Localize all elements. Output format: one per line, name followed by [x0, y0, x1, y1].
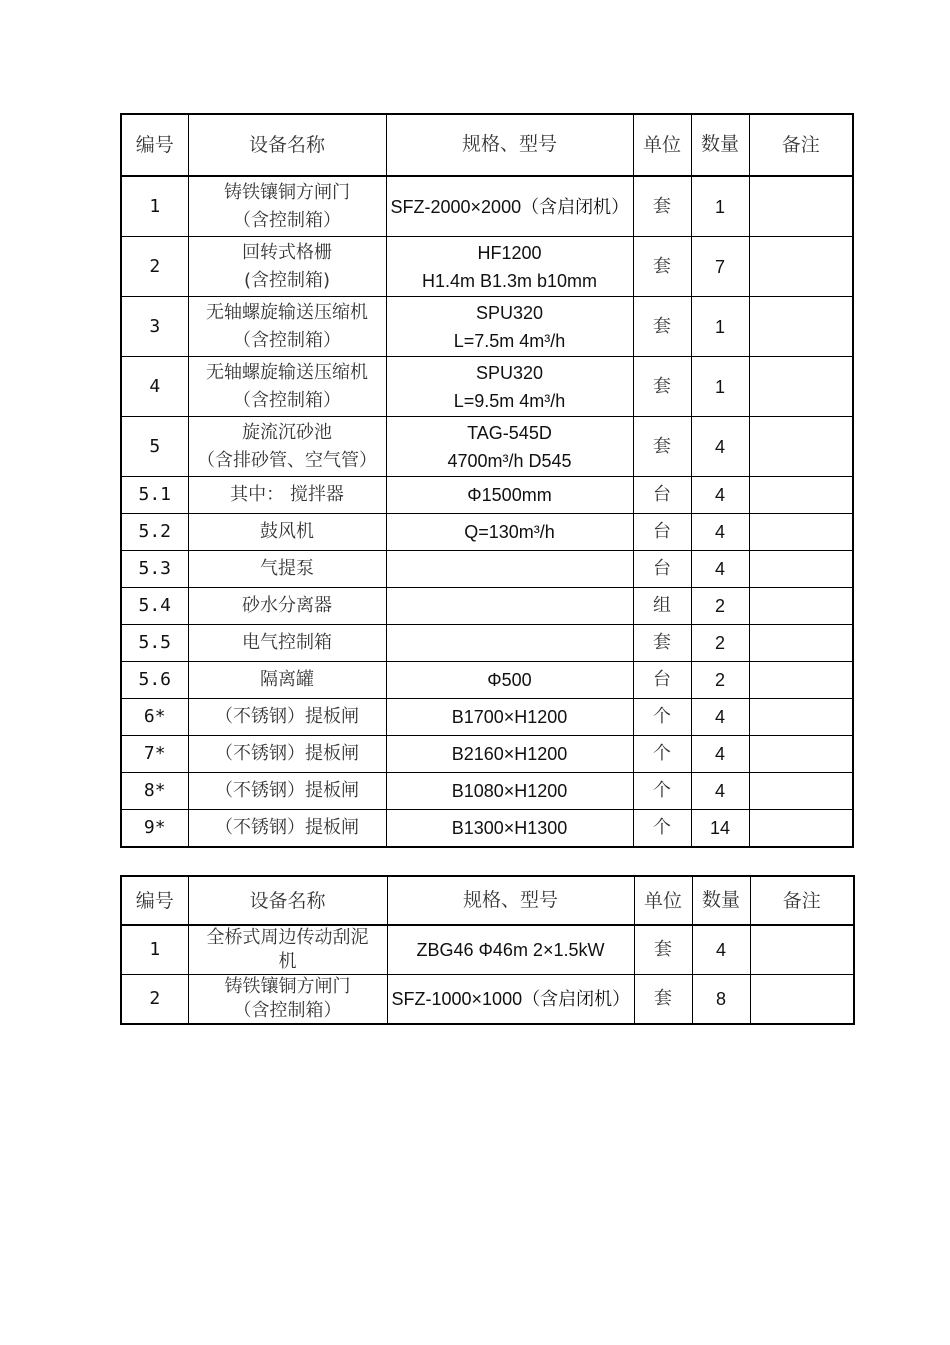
- cell-name: （不锈钢）提板闸: [188, 810, 386, 848]
- header-spec: 规格、型号: [386, 114, 633, 176]
- cell-name: 回转式格栅 (含控制箱): [188, 237, 386, 297]
- cell-name: 全桥式周边传动刮泥 机: [188, 925, 387, 975]
- cell-note: [749, 810, 853, 848]
- cell-no: 2: [121, 975, 188, 1025]
- cell-name: （不锈钢）提板闸: [188, 699, 386, 736]
- cell-spec: Φ500: [386, 662, 633, 699]
- cell-qty: 2: [691, 625, 749, 662]
- cell-no: 4: [121, 357, 188, 417]
- cell-no: 5.2: [121, 514, 188, 551]
- cell-unit: 台: [633, 662, 691, 699]
- cell-qty: 4: [691, 736, 749, 773]
- header-qty: 数量: [692, 876, 750, 925]
- cell-unit: 套: [633, 237, 691, 297]
- header-unit: 单位: [633, 114, 691, 176]
- cell-no: 5.5: [121, 625, 188, 662]
- header-note: 备注: [749, 114, 853, 176]
- cell-name: 铸铁镶铜方闸门 （含控制箱）: [188, 975, 387, 1025]
- cell-name: 气提泵: [188, 551, 386, 588]
- cell-note: [749, 551, 853, 588]
- cell-unit: 套: [634, 925, 692, 975]
- cell-spec: B2160×H1200: [386, 736, 633, 773]
- cell-spec: ZBG46 Φ46m 2×1.5kW: [387, 925, 634, 975]
- table-row: [121, 699, 853, 736]
- cell-qty: 4: [691, 477, 749, 514]
- table-row: [121, 810, 853, 848]
- cell-name: 隔离罐: [188, 662, 386, 699]
- table-row: [121, 773, 853, 810]
- cell-spec: [386, 625, 633, 662]
- cell-no: 5.1: [121, 477, 188, 514]
- cell-name: （不锈钢）提板闸: [188, 736, 386, 773]
- cell-spec: HF1200 H1.4m B1.3m b10mm: [386, 237, 633, 297]
- cell-qty: 1: [691, 176, 749, 237]
- table-row: [121, 975, 854, 1025]
- cell-name: 砂水分离器: [188, 588, 386, 625]
- cell-unit: 个: [633, 773, 691, 810]
- cell-name: 其中： 搅拌器: [188, 477, 386, 514]
- cell-qty: 14: [691, 810, 749, 848]
- table-row: [121, 417, 853, 477]
- cell-note: [750, 925, 854, 975]
- cell-qty: 4: [692, 925, 750, 975]
- cell-note: [749, 588, 853, 625]
- cell-spec: B1700×H1200: [386, 699, 633, 736]
- header-unit: 单位: [634, 876, 692, 925]
- table-row: [121, 625, 853, 662]
- cell-qty: 1: [691, 357, 749, 417]
- table-row: [121, 357, 853, 417]
- table-row: [121, 551, 853, 588]
- equipment-table-1: [120, 113, 854, 848]
- cell-name: 无轴螺旋输送压缩机 （含控制箱）: [188, 297, 386, 357]
- cell-qty: 7: [691, 237, 749, 297]
- cell-note: [749, 237, 853, 297]
- header-qty: 数量: [691, 114, 749, 176]
- cell-qty: 1: [691, 297, 749, 357]
- equipment-table-2: [120, 875, 855, 1025]
- cell-qty: 8: [692, 975, 750, 1025]
- cell-name: （不锈钢）提板闸: [188, 773, 386, 810]
- header-name: 设备名称: [188, 114, 386, 176]
- cell-no: 2: [121, 237, 188, 297]
- cell-no: 5.6: [121, 662, 188, 699]
- header-no: 编号: [121, 114, 188, 176]
- cell-unit: 个: [633, 810, 691, 848]
- cell-unit: 组: [633, 588, 691, 625]
- cell-unit: 套: [634, 975, 692, 1025]
- cell-note: [749, 176, 853, 237]
- cell-unit: 台: [633, 477, 691, 514]
- cell-spec: B1300×H1300: [386, 810, 633, 848]
- cell-qty: 4: [691, 551, 749, 588]
- table-row: [121, 588, 853, 625]
- cell-note: [749, 625, 853, 662]
- table-row: [121, 297, 853, 357]
- cell-note: [749, 662, 853, 699]
- cell-no: 3: [121, 297, 188, 357]
- cell-no: 8*: [121, 773, 188, 810]
- cell-note: [749, 477, 853, 514]
- table-row: [121, 237, 853, 297]
- cell-spec: B1080×H1200: [386, 773, 633, 810]
- table-row: [121, 736, 853, 773]
- cell-note: [749, 699, 853, 736]
- cell-unit: 台: [633, 551, 691, 588]
- cell-unit: 套: [633, 357, 691, 417]
- cell-no: 5.3: [121, 551, 188, 588]
- cell-spec: SFZ-2000×2000（含启闭机）: [386, 176, 633, 237]
- cell-note: [749, 357, 853, 417]
- cell-note: [749, 297, 853, 357]
- cell-no: 6*: [121, 699, 188, 736]
- cell-no: 5.4: [121, 588, 188, 625]
- cell-qty: 4: [691, 514, 749, 551]
- table-row: [121, 925, 854, 975]
- cell-unit: 套: [633, 417, 691, 477]
- cell-no: 9*: [121, 810, 188, 848]
- cell-spec: Q=130m³/h: [386, 514, 633, 551]
- cell-unit: 套: [633, 176, 691, 237]
- cell-note: [750, 975, 854, 1025]
- cell-qty: 4: [691, 773, 749, 810]
- cell-name: 旋流沉砂池 （含排砂管、空气管）: [188, 417, 386, 477]
- cell-qty: 4: [691, 417, 749, 477]
- cell-unit: 套: [633, 297, 691, 357]
- cell-qty: 2: [691, 662, 749, 699]
- cell-spec: SPU320 L=7.5m 4m³/h: [386, 297, 633, 357]
- cell-note: [749, 773, 853, 810]
- cell-spec: [386, 551, 633, 588]
- cell-unit: 个: [633, 736, 691, 773]
- cell-spec: SFZ-1000×1000（含启闭机）: [387, 975, 634, 1025]
- cell-no: 1: [121, 176, 188, 237]
- table-row: [121, 662, 853, 699]
- header-note: 备注: [750, 876, 854, 925]
- table-header-row: [121, 114, 853, 176]
- cell-qty: 4: [691, 699, 749, 736]
- cell-name: 鼓风机: [188, 514, 386, 551]
- cell-qty: 2: [691, 588, 749, 625]
- header-name: 设备名称: [188, 876, 387, 925]
- cell-spec: TAG-545D 4700m³/h D545: [386, 417, 633, 477]
- cell-no: 1: [121, 925, 188, 975]
- cell-spec: [386, 588, 633, 625]
- cell-unit: 台: [633, 514, 691, 551]
- cell-no: 7*: [121, 736, 188, 773]
- cell-unit: 个: [633, 699, 691, 736]
- cell-name: 无轴螺旋输送压缩机 （含控制箱）: [188, 357, 386, 417]
- header-spec: 规格、型号: [387, 876, 634, 925]
- cell-spec: Φ1500mm: [386, 477, 633, 514]
- cell-name: 电气控制箱: [188, 625, 386, 662]
- cell-note: [749, 514, 853, 551]
- table-row: [121, 176, 853, 237]
- table-row: [121, 477, 853, 514]
- header-no: 编号: [121, 876, 188, 925]
- cell-note: [749, 417, 853, 477]
- table-row: [121, 514, 853, 551]
- cell-spec: SPU320 L=9.5m 4m³/h: [386, 357, 633, 417]
- cell-note: [749, 736, 853, 773]
- cell-name: 铸铁镶铜方闸门 （含控制箱）: [188, 176, 386, 237]
- cell-no: 5: [121, 417, 188, 477]
- table-header-row: [121, 876, 854, 925]
- cell-unit: 套: [633, 625, 691, 662]
